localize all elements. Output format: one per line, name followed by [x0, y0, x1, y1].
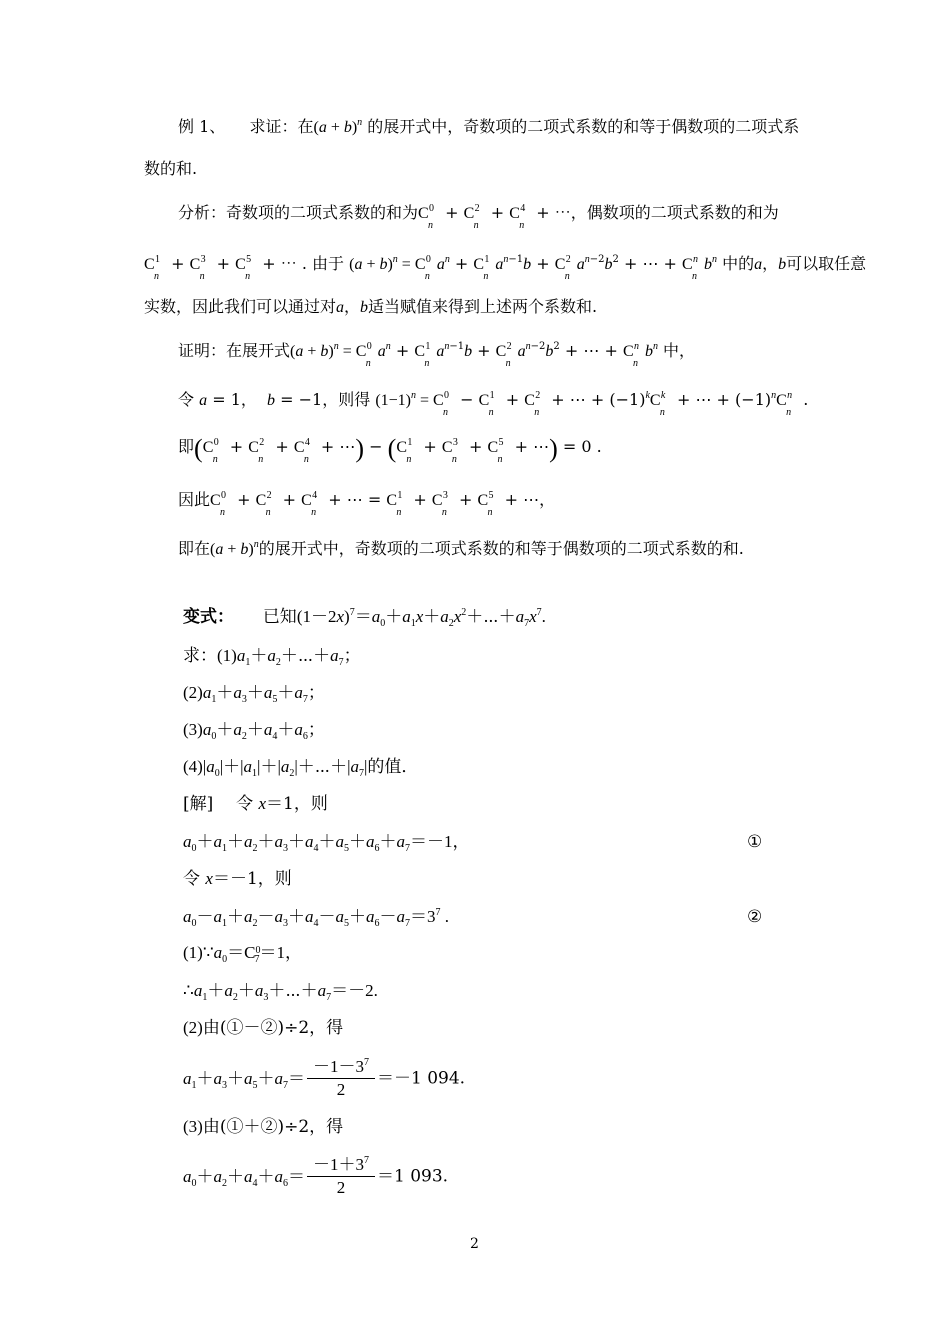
- analysis-line-2: C 1 n + C 3 n + C 5 n + ⋯ . 由于 $(a + b)^n = C$ 0 n $a^n + C$ 1 n $a^{n-1}b + C$ 2 n $a^{n-2}b^2$ + ⋯ + C n n $b^n$ 中的a，b可以取任意: [144, 254, 867, 282]
- variant-ask: 求：: [183, 646, 217, 666]
- proof-label: 证明：: [178, 341, 227, 360]
- solution-result-2: ＝1 093.: [377, 1166, 449, 1187]
- analysis-text-5: 可以取任意: [786, 254, 867, 273]
- variant-line-4: $(3)a_0+a_2+a_4+a_6$；: [183, 720, 325, 742]
- equation-1: $a_0+a_1+a_2+a_3+a_4+a_5+a_6+a_7=-1$，: [183, 832, 470, 854]
- conclusion-text-2: 的展开式中，奇数项的二项式系数的和等于偶数项的二项式系数的和.: [258, 539, 744, 558]
- analysis-text-2: ，偶数项的二项式系数的和为: [570, 203, 779, 222]
- solution-part3-result: $a_0+a_2+a_4+a_6=$ $\frac{-1+3^7}{2}$ ＝1 093.: [183, 1155, 449, 1197]
- solution-line-2: 令 x＝－1，则: [183, 869, 292, 889]
- proof-ji: 即: [178, 437, 195, 456]
- example-line-2: [144, 158, 197, 180]
- circle-two-marker: ②: [747, 907, 763, 927]
- page-number-text: 2: [470, 1236, 479, 1252]
- solution-label: [解]: [183, 794, 214, 814]
- solution-let-x-2: 令: [183, 869, 200, 889]
- equation-2: $a_0-a_1+a_2-a_3+a_4-a_5+a_6-a_7=3^7$ .: [183, 907, 449, 929]
- proof-let: 令: [178, 390, 195, 409]
- solution-by-2: 由(①＋②)÷2，得: [202, 1117, 344, 1137]
- proof-therefore: 因此: [178, 490, 211, 509]
- example-task-3: 数的和.: [144, 159, 198, 178]
- circle-one-marker: ①: [747, 832, 763, 852]
- equation-2-marker: [747, 906, 762, 928]
- variant-line-1: 变式： 已知$(1-2x)^7=a_0+a_1x+a_2x^2+\cdots+a_7x^7$.: [183, 607, 546, 629]
- fraction-2: $\frac{-1+3^7}{2}$: [307, 1154, 375, 1199]
- proof-line-3: 即(C 0 n + C 2 n + C 4 n + ⋯) − (C 1 n + C 3 n + C 5 n + ⋯) = 0 .: [178, 434, 602, 465]
- fraction-1: $\frac{-1-3^7}{2}$: [307, 1056, 375, 1101]
- variant-label: 变式：: [183, 607, 234, 627]
- variant-line-2: 求：$(1)a_1+a_2+\cdots+a_7$；: [183, 646, 361, 668]
- solution-let-x: 令: [236, 794, 254, 814]
- example-task: 求证：在: [249, 117, 314, 136]
- solution-part2: (2)由(①－②)÷2，得: [183, 1018, 344, 1038]
- proof-line-4: 因此C 0 n + C 2 n + C 4 n + ⋯ = C 1 n + C 3 n + C 5 n + ⋯，: [178, 490, 556, 518]
- analysis-text-1: 奇数项的二项式系数的和为: [226, 203, 419, 222]
- proof-text-1-end: 中，: [663, 341, 696, 360]
- solution-part2-result: $a_1+a_3+a_5+a_7=$ $\frac{-1-3^7}{2}$ ＝－1 094.: [183, 1057, 466, 1099]
- variant-line-3: $(2)a_1+a_3+a_5+a_7$；: [183, 683, 325, 705]
- solution-part1: $(1)\because a_0=C^0_7=1$，: [183, 943, 302, 965]
- example-line-1: [178, 116, 799, 139]
- proof-let-mid: ，则得: [322, 390, 371, 409]
- solution-result-1: ＝－1 094.: [377, 1068, 466, 1089]
- equation-1-marker: [747, 831, 762, 853]
- example-task-2: 的展开式中，奇数项的二项式系数的和等于偶数项的二项式系: [367, 117, 800, 136]
- proof-line-1: 证明：在展开式$(a + b)^n = C$ 0 n $a^n + C$ 1 n $a^{n-1}b + C$ 2 n $a^{n-2}b^2$ + ⋯ + C n n $b^n$ 中，: [178, 341, 696, 369]
- solution-line-1: [解] 令 x＝1，则: [183, 794, 328, 814]
- analysis-text-6: 实数，因此我们可以通过对: [144, 297, 337, 316]
- proof-line-2: 令 a = 1， b = −1，则得 $(1-1)^n = C$ 0 n − C 1 n + C 2 n + ⋯ + $(-1)^kC$ k n + ⋯ + $(-1)^nC$ n n .: [178, 390, 809, 418]
- solution-part1-result: $\therefore a_1+a_2+a_3+\cdots+a_7=-2$.: [183, 981, 378, 1003]
- page-number: [470, 1233, 479, 1255]
- analysis-line-1: 分析：奇数项的二项式系数的和为C 0 n + C 2 n + C 4 n + ⋯，偶数项的二项式系数的和为: [178, 203, 779, 231]
- proof-line-5: 即在$(a + b)^n$的展开式中，奇数项的二项式系数的和等于偶数项的二项式系数的和.: [178, 539, 744, 558]
- analysis-text-4: 中的: [722, 254, 755, 273]
- variant-known: 已知: [262, 607, 297, 627]
- math-apb-n: $(a + b)^n$: [313, 117, 363, 136]
- analysis-text-7: 适当赋值来得到上述两个系数和.: [368, 297, 598, 316]
- proof-text-1: 在展开式: [226, 341, 291, 360]
- variant-part4-end: 的值．: [367, 757, 419, 777]
- variant-line-5: $(4)|a_0|+|a_1|+|a_2|+\cdots+|a_7|$的值．: [183, 757, 419, 779]
- solution-part3: (3)由(①＋②)÷2，得: [183, 1117, 344, 1137]
- analysis-line-3: 实数，因此我们可以通过对a，b适当赋值来得到上述两个系数和.: [144, 297, 598, 316]
- solution-then: ，则: [293, 794, 328, 814]
- analysis-label: 分析：: [178, 203, 227, 222]
- conclusion-text-1: 即在: [178, 539, 211, 558]
- solution-by-1: 由(①－②)÷2，得: [202, 1018, 344, 1038]
- solution-then-2: ，则: [257, 869, 292, 889]
- analysis-text-3: 由于: [312, 254, 345, 273]
- example-label: 例 1、: [178, 117, 226, 136]
